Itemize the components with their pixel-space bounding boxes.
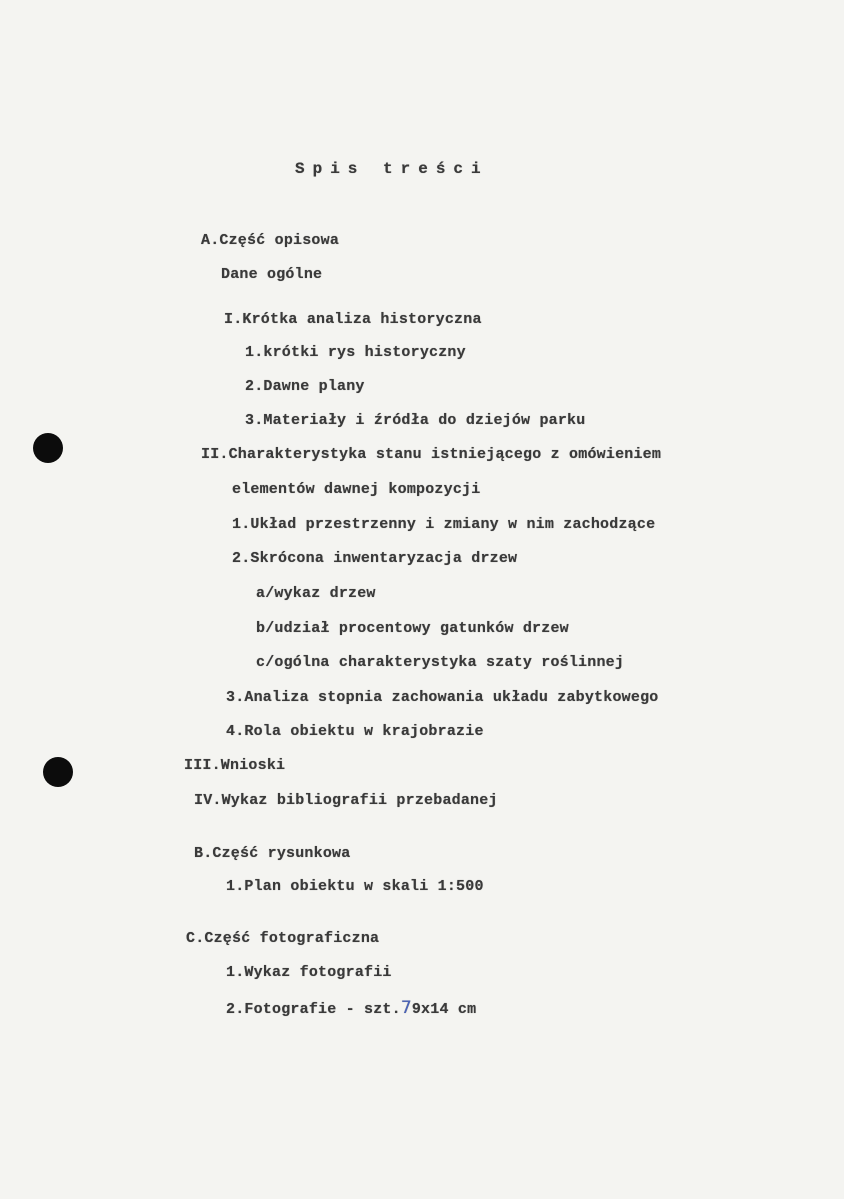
toc-section-4: IV.Wykaz bibliografii przebadanej: [194, 792, 498, 809]
toc-section-2-2-a: a/wykaz drzew: [256, 585, 376, 602]
toc-section-2: II.Charakterystyka stanu istniejącego z omówieniem: [201, 446, 662, 463]
document-title: Spis treści: [295, 160, 489, 178]
punch-hole-upper: [33, 433, 63, 463]
toc-section-2-4: 4.Rola obiektu w krajobrazie: [226, 723, 484, 740]
toc-section-1-1: 1.krótki rys historyczny: [245, 344, 466, 361]
toc-section-1-3: 3.Materiały i źródła do dziejów parku: [245, 412, 586, 429]
toc-section-1: I.Krótka analiza historyczna: [224, 311, 482, 328]
toc-section-2-3: 3.Analiza stopnia zachowania układu zabytkowego: [226, 689, 659, 706]
toc-part-c-2-suffix: 9x14 cm: [411, 1001, 477, 1018]
toc-part-c-1: 1.Wykaz fotografii: [226, 964, 392, 981]
toc-section-2-2: 2.Skrócona inwentaryzacja drzew: [232, 550, 518, 567]
toc-part-c-2: [226, 998, 476, 1018]
toc-part-b: B.Część rysunkowa: [194, 845, 351, 862]
toc-section-2-continued: elementów dawnej kompozycji: [232, 481, 481, 498]
punch-hole-lower: [43, 757, 73, 787]
toc-section-3: III.Wnioski: [184, 757, 286, 774]
toc-section-2-1: 1.Układ przestrzenny i zmiany w nim zachodzące: [232, 516, 656, 533]
toc-section-1-2: 2.Dawne plany: [245, 378, 365, 395]
toc-section-2-2-b: b/udział procentowy gatunków drzew: [256, 620, 569, 637]
toc-part-c-2-prefix: 2.Fotografie - szt.: [226, 1001, 401, 1018]
toc-section-2-2-c: c/ogólna charakterystyka szaty roślinnej: [256, 654, 625, 671]
toc-general-data: Dane ogólne: [221, 266, 323, 283]
toc-part-a: A.Część opisowa: [201, 232, 340, 249]
toc-part-c: C.Część fotograficzna: [186, 930, 380, 947]
toc-part-b-1: 1.Plan obiektu w skali 1:500: [226, 878, 484, 895]
handwritten-correction: 7: [400, 998, 412, 1018]
